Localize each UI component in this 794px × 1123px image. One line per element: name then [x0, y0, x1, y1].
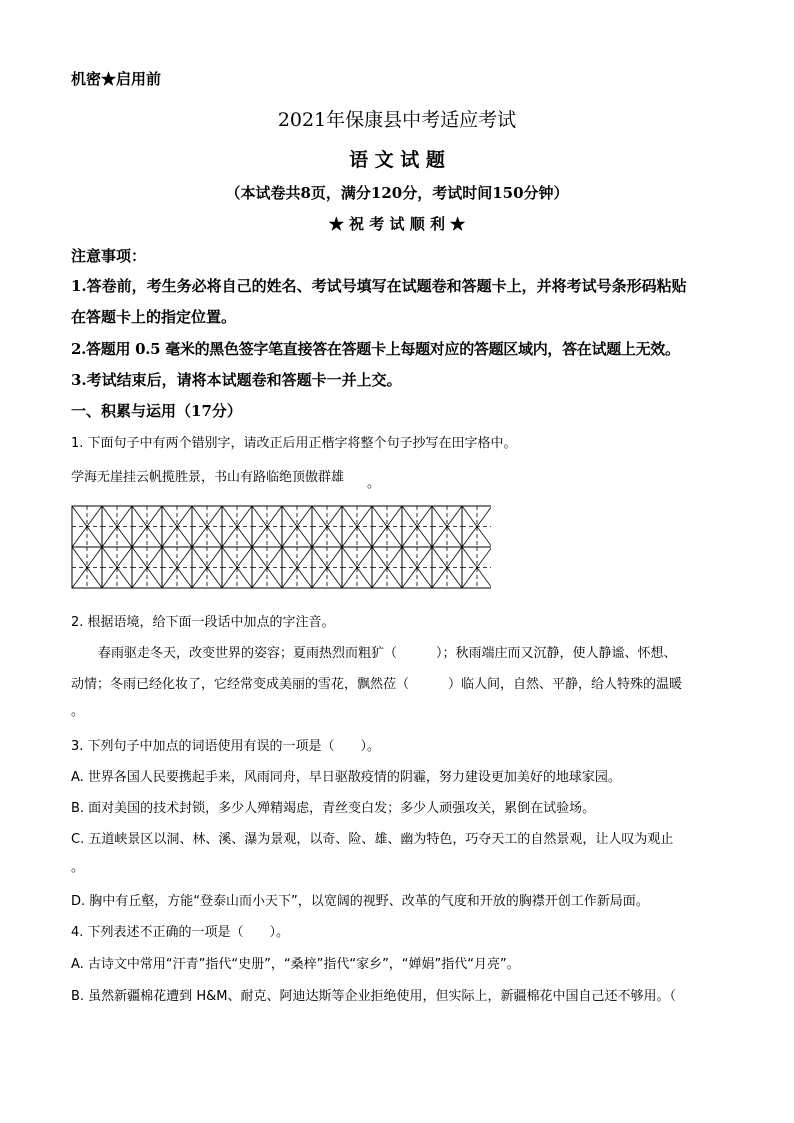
- exam-info: （本试卷共8页，满分120分，考试时间150分钟）: [225, 184, 569, 202]
- question-passage: 动情；冬雨已经化妆了，它经常变成美丽的雪花，飘然莅（ ）临人间，自然、平静，给人特殊的温暖: [71, 677, 683, 692]
- question-stem: 1. 下面句子中有两个错别字，请改正后用正楷字将整个句子抄写在田字格中。: [71, 436, 517, 451]
- option-a: A. 古诗文中常用“汗青”指代“史册”，“桑梓”指代“家乡”，“婵娟”指代“月亮”。: [71, 957, 520, 972]
- option-c-cont: 。: [71, 860, 85, 875]
- sentence-period: 。: [367, 476, 381, 491]
- notice-item: 在答题卡上的指定位置。: [71, 308, 237, 326]
- notice-heading: 注意事项：: [71, 247, 147, 265]
- section-heading: 一、积累与运用（17分）: [71, 402, 242, 420]
- confidential-label: 机密★启用前: [71, 70, 162, 88]
- option-b: B. 虽然新疆棉花遭到 H&M、耐克、阿迪达斯等企业拒绝使用，但实际上，新疆棉花中国自己还不够用。（: [71, 989, 676, 1004]
- notice-item: 2.答题用 0.5 毫米的黑色签字笔直接答在答题卡上每题对应的答题区域内，答在试题上无效。: [71, 340, 680, 358]
- option-d: D. 胸中有丘壑，方能“登泰山而小天下”，以宽阔的视野、改革的气度和开放的胸襟开创工作新局面。: [71, 894, 649, 909]
- question-stem: 3. 下列句子中加点的词语使用有误的一项是（ ）。: [71, 739, 381, 754]
- question-stem: 2. 根据语境，给下面一段话中加点的字注音。: [71, 615, 335, 630]
- exam-title: 2021年保康县中考适应考试: [277, 109, 517, 131]
- subject-title: 语 文 试 题: [349, 149, 445, 171]
- question-passage: 春雨驱走冬天，改变世界的姿容；夏雨热烈而粗犷（ ）；秋雨端庄而又沉静，使人静谧、怀想、: [98, 646, 677, 661]
- question-passage: 。: [71, 704, 85, 719]
- question-stem: 4. 下列表述不正确的一项是（ ）。: [71, 925, 290, 940]
- notice-item: 3.考试结束后，请将本试题卷和答题卡一并上交。: [71, 371, 402, 389]
- option-b: B. 面对美国的技术封锁，多少人殚精竭虑，青丝变白发；多少人顽强攻关，累倒在试验场。: [71, 801, 596, 816]
- option-c: C. 五道峡景区以洞、林、溪、瀑为景观，以奇、险、雄、幽为特色，巧夺天工的自然景观，让人叹为观止: [71, 832, 674, 847]
- question-sentence: 学海无崖挂云帆揽胜景，书山有路临绝顶傲群雄: [71, 470, 345, 485]
- notice-item: 1.答卷前，考生务必将自己的姓名、考试号填写在试题卷和答题卡上，并将考试号条形码粘贴: [71, 277, 687, 295]
- option-a: A. 世界各国人民要携起手来，风雨同舟，早日驱散疫情的阴霾，努力建设更加美好的地球家园。: [71, 770, 621, 785]
- tianzige-grid: [71, 505, 491, 589]
- good-luck-banner: ★ 祝 考 试 顺 利 ★: [328, 215, 466, 233]
